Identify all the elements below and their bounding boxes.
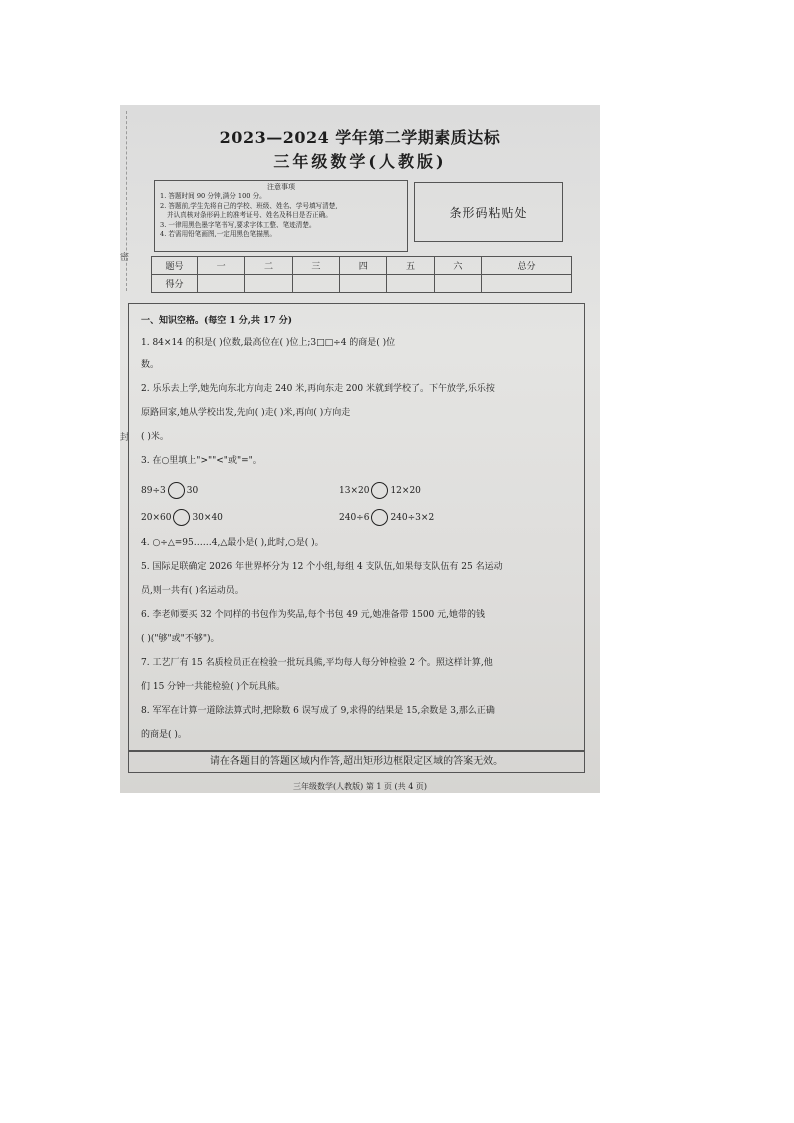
compare-right: 12×20 <box>390 486 421 496</box>
section-heading: 一、知识空格。(每空 1 分,共 17 分) <box>141 316 292 326</box>
notice-item: 3. 一律用黑色墨字笔书写,要求字体工整、笔迹清楚。 <box>160 220 316 229</box>
cell-section: 三 <box>292 257 339 275</box>
answer-frame <box>128 303 585 751</box>
question-5-cont: 员,则一共有( )名运动员。 <box>141 586 244 596</box>
question-1-cont: 数。 <box>141 360 160 370</box>
question-8: 8. 军军在计算一道除法算式时,把除数 6 误写成了 9,求得的结果是 15,余数是 3,那么正确 <box>141 706 495 716</box>
score-field[interactable] <box>482 275 572 293</box>
cell-question-no: 题号 <box>152 257 198 275</box>
exam-subtitle: 三年级数学(人教版) <box>273 152 447 171</box>
question-2: 2. 乐乐去上学,她先向东北方向走 240 米,再向东走 200 米就到学校了。下午放学,乐乐按 <box>141 384 495 394</box>
score-field[interactable] <box>245 275 292 293</box>
question-8-cont: 的商是( )。 <box>141 730 187 740</box>
compare-circle[interactable] <box>168 482 185 499</box>
score-header-row <box>152 257 572 275</box>
notice-item: 2. 答题前,学生先将自己的学校、班级、姓名、学号填写清楚, <box>160 201 338 210</box>
score-table <box>151 256 572 293</box>
side-seal-char: 封 <box>120 433 130 443</box>
compare-item <box>141 507 223 531</box>
compare-right: 240÷3×2 <box>390 513 435 523</box>
compare-item <box>141 480 198 504</box>
side-seal-char: 密 <box>120 253 130 263</box>
question-1: 1. 84×14 的积是( )位数,最高位在( )位上;3□□÷4 的商是( )位 <box>141 338 396 348</box>
compare-left: 20×60 <box>141 513 172 523</box>
question-2-cont: ( )米。 <box>141 432 169 442</box>
question-7-cont: 们 15 分钟一共能检验( )个玩具熊。 <box>141 682 286 692</box>
question-7: 7. 工艺厂有 15 名质检员正在检验一批玩具熊,平均每人每分钟检验 2 个。照这样计算,他 <box>141 658 493 668</box>
cell-section: 一 <box>198 257 245 275</box>
score-field[interactable] <box>198 275 245 293</box>
cell-section: 二 <box>245 257 292 275</box>
compare-circle[interactable] <box>371 509 388 526</box>
cell-section: 四 <box>340 257 387 275</box>
score-field[interactable] <box>387 275 434 293</box>
cell-section: 五 <box>387 257 434 275</box>
compare-left: 13×20 <box>339 486 370 496</box>
notice-box <box>154 180 408 252</box>
notice-item: 4. 若需用铅笔画图,一定用黑色笔描黑。 <box>160 230 276 239</box>
compare-item <box>339 480 421 504</box>
cell-section: 六 <box>434 257 481 275</box>
cell-total: 总分 <box>482 257 572 275</box>
question-6-cont: ( )("够"或"不够")。 <box>141 634 220 644</box>
compare-circle[interactable] <box>173 509 190 526</box>
question-6: 6. 李老师要买 32 个同样的书包作为奖品,每个书包 49 元,她准备带 1500 元,她带的钱 <box>141 610 486 620</box>
exam-photo <box>120 105 600 793</box>
score-field[interactable] <box>434 275 481 293</box>
question-3: 3. 在○里填上">""<"或"="。 <box>141 456 262 466</box>
section-one <box>135 310 578 744</box>
compare-item <box>339 507 434 531</box>
question-5: 5. 国际足联确定 2026 年世界杯分为 12 个小组,每组 4 支队伍,如果每支队伍有 25 名运动 <box>141 562 503 572</box>
compare-right: 30×40 <box>192 513 223 523</box>
compare-circle[interactable] <box>371 482 388 499</box>
answer-warning: 请在各题目的答题区域内作答,超出矩形边框限定区域的答案无效。 <box>128 751 585 773</box>
question-2-cont: 原路回家,她从学校出发,先向( )走( )米,再向( )方向走 <box>141 408 351 418</box>
notice-title: 注意事项 <box>267 183 295 191</box>
notice-item: 1. 答题时间 90 分钟,满分 100 分。 <box>160 192 266 201</box>
cell-score-label: 得分 <box>152 275 198 293</box>
score-field[interactable] <box>292 275 339 293</box>
score-field[interactable] <box>340 275 387 293</box>
page-footer: 三年级数学(人教版) 第 1 页 (共 4 页) <box>293 782 427 791</box>
exam-title: 2023—2024 学年第二学期素质达标 <box>219 128 501 147</box>
score-value-row <box>152 275 572 293</box>
compare-left: 89÷3 <box>141 486 166 496</box>
compare-right: 30 <box>186 486 199 496</box>
compare-left: 240÷6 <box>339 513 370 523</box>
notice-item: 并认真核对条形码上的准考证号、姓名及科目是否正确。 <box>167 211 332 220</box>
barcode-area: 条形码粘贴处 <box>414 182 563 242</box>
question-4: 4. ○÷△=95……4,△最小是( ),此时,○是( )。 <box>141 538 324 548</box>
